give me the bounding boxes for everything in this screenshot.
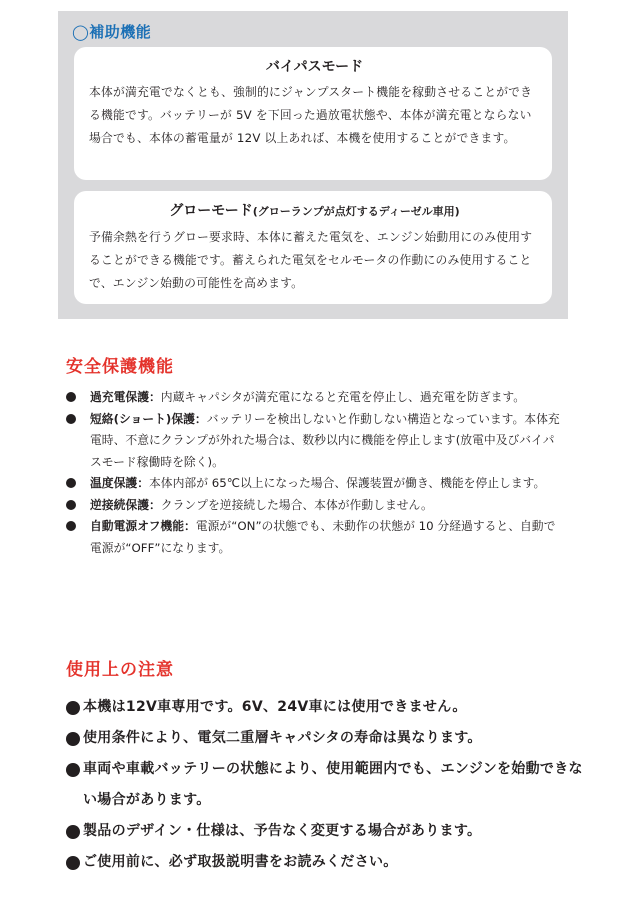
bypass-mode-card — [74, 47, 552, 180]
item-text: 内蔵キャパシタが満充電になると充電を停止し、過充電を防ぎます。 — [160, 390, 526, 404]
item-label: 逆接続保護： — [90, 497, 161, 512]
glow-mode-card — [74, 191, 552, 304]
bullet-icon — [66, 500, 76, 510]
bullet-icon — [66, 392, 76, 402]
list-item — [66, 473, 562, 495]
list-item — [66, 754, 586, 816]
bullet-icon — [66, 763, 80, 777]
item-label: 過充電保護： — [90, 390, 161, 404]
item-text: バッテリーを検出しないと作動しない構造となっています。本体充電時、不意にクランプが外れた場合は、数秒以内に機能を停止します(放電中及びバイパスモード稼働時を除く)。 — [90, 411, 560, 469]
item-text: 電源が“ON”の状態でも、未動作の状態が 10 分経過すると、自動で電源が“OFF”になります。 — [90, 519, 556, 555]
safety-protection-title: 安全保護機能 — [66, 357, 174, 377]
bypass-mode-description: 本体が満充電でなくとも、強制的にジャンプスタート機能を稼動させることができる機能です。バッテリーが 5V を下回った過放電状態や、本体が満充電とならない場合でも、本体の蓄電量が 12V 以上あれば、本機を使用することができます。 — [89, 85, 533, 145]
auxiliary-functions-title: ◯補助機能 — [72, 23, 152, 41]
bullet-icon — [66, 856, 80, 870]
usage-notes-title: 使用上の注意 — [66, 660, 174, 680]
list-item — [66, 723, 586, 754]
bullet-icon — [66, 521, 76, 531]
item-text: クランプを逆接続した場合、本体が作動しません。 — [160, 497, 433, 512]
note-text: 使用条件により、電気二重層キャパシタの寿命は異なります。 — [83, 730, 482, 746]
note-text: 車両や車載バッテリーの状態により、使用範囲内でも、エンジンを始動できない場合があります。 — [83, 761, 583, 808]
list-item — [66, 692, 586, 723]
auxiliary-functions-panel — [58, 11, 568, 319]
glow-mode-subtitle: (グローランプが点灯するディーゼル車用) — [252, 205, 460, 218]
bullet-icon — [66, 825, 80, 839]
bullet-icon — [66, 414, 76, 424]
note-text: 本機は12V車専用です。6V、24V車には使用できません。 — [83, 699, 467, 715]
note-text: ご使用前に、必ず取扱説明書をお読みください。 — [83, 854, 398, 870]
usage-notes-section — [66, 655, 586, 878]
list-item — [66, 387, 562, 409]
list-item — [66, 495, 562, 517]
bullet-icon — [66, 478, 76, 488]
safety-protection-section — [66, 352, 562, 559]
item-text: 本体内部が 65℃以上になった場合、保護装置が働き、機能を停止します。 — [149, 476, 546, 490]
list-item — [66, 816, 586, 847]
glow-mode-heading — [89, 201, 540, 222]
list-item — [66, 409, 562, 474]
list-item — [66, 847, 586, 878]
glow-mode-title: グローモード — [169, 203, 253, 219]
bypass-mode-title: バイパスモード — [265, 59, 364, 75]
bullet-icon — [66, 701, 80, 715]
item-label: 短絡(ショート)保護： — [90, 411, 207, 426]
bullet-icon — [66, 732, 80, 746]
list-item — [66, 516, 562, 559]
item-label: 温度保護： — [90, 476, 149, 490]
glow-mode-description: 予備余熱を行うグロー要求時、本体に蓄えた電気を、エンジン始動用にのみ使用することができる機能です。蓄えられた電気をセルモータの作動にのみ使用することで、エンジン始動の可能性を高めます。 — [89, 230, 533, 290]
item-label: 自動電源オフ機能： — [90, 519, 196, 533]
note-text: 製品のデザイン・仕様は、予告なく変更する場合があります。 — [83, 823, 482, 839]
